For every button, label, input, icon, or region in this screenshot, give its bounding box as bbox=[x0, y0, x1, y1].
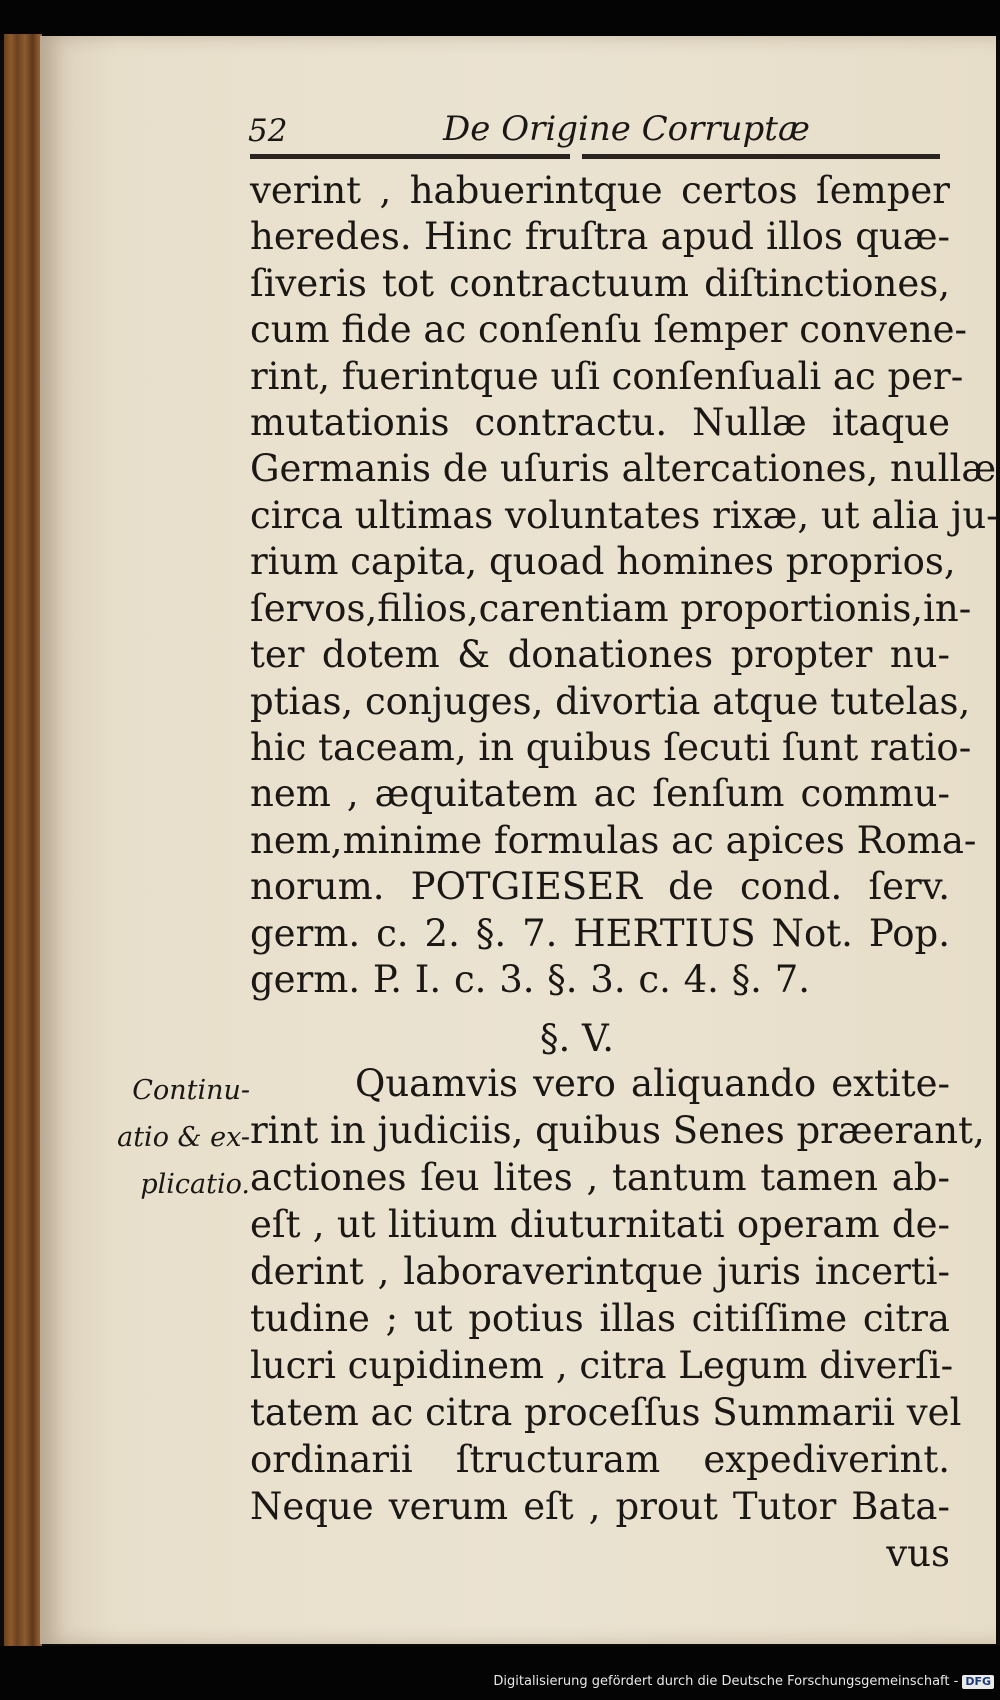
text-line: actiones ſeu lites , tantum tamen ab- bbox=[250, 1156, 950, 1199]
text-line: tatem ac citra proceſſus Summarii vel bbox=[250, 1391, 962, 1434]
header-rule-right bbox=[582, 154, 940, 159]
text-line: circa ultimas voluntates rixæ, ut alia ju- bbox=[250, 494, 999, 537]
book-page-edges bbox=[4, 34, 42, 1646]
text-line: Quamvis vero aliquando extite- bbox=[355, 1062, 950, 1105]
marginal-note-line: atio & ex- bbox=[117, 1122, 250, 1153]
text-line: cum fide ac conſenſu ſemper convene- bbox=[250, 308, 968, 351]
marginal-note-line: Continu- bbox=[132, 1075, 250, 1106]
text-line: ter dotem & donationes propter nu- bbox=[250, 633, 950, 676]
page-number: 52 bbox=[248, 113, 288, 149]
text-line: mutationis contractu. Nullæ itaque bbox=[250, 401, 950, 444]
text-line: germ. c. 2. §. 7. HERTIUS Not. Pop. bbox=[250, 912, 950, 955]
text-line: rint in judiciis, quibus Senes præerant, bbox=[250, 1109, 985, 1152]
running-head: De Origine Corruptæ bbox=[443, 109, 810, 149]
text-line: lucri cupidinem , citra Legum diverſi- bbox=[250, 1344, 954, 1387]
text-line: rint, fuerintque uſi conſenſuali ac per- bbox=[250, 355, 964, 398]
header-rule-left bbox=[250, 154, 570, 159]
text-line: tudine ; ut potius illas citiſſime citra bbox=[250, 1297, 950, 1340]
marginal-note-line: plicatio. bbox=[140, 1169, 250, 1200]
credit-text: Digitalisierung gefördert durch die Deutsche Forschungsgemeinschaft - bbox=[493, 1674, 959, 1689]
bottom-bar bbox=[0, 1646, 1000, 1700]
digitization-credit bbox=[300, 1674, 994, 1689]
text-line: verint , habuerintque certos ſemper bbox=[250, 169, 950, 212]
text-line: nem , æquitatem ac ſenſum commu- bbox=[250, 772, 950, 815]
text-line: rium capita, quoad homines proprios, bbox=[250, 540, 956, 583]
text-line: nem,minime formulas ac apices Roma- bbox=[250, 819, 977, 862]
text-line: hic taceam, in quibus ſecuti ſunt ratio- bbox=[250, 726, 972, 769]
text-line: ſiveris tot contractuum diſtinctiones, bbox=[250, 262, 950, 305]
text-line: derint , laboraverintque juris incerti- bbox=[250, 1250, 950, 1293]
section-heading: §. V. bbox=[540, 1017, 615, 1060]
text-line: ptias, conjuges, divortia atque tutelas, bbox=[250, 680, 971, 723]
top-shadow bbox=[0, 0, 1000, 40]
text-line: Neque verum eſt , prout Tutor Bata- bbox=[250, 1485, 950, 1528]
text-line: Germanis de uſuris altercationes, nullæ bbox=[250, 447, 997, 490]
text-line: heredes. Hinc fruſtra apud illos quæ- bbox=[250, 215, 950, 258]
dfg-logo: DFG bbox=[962, 1675, 994, 1689]
text-line: ordinarii ſtructuram expediverint. bbox=[250, 1438, 950, 1481]
text-line: ſervos,filios,carentiam proportionis,in- bbox=[250, 587, 972, 630]
text-line: germ. P. I. c. 3. §. 3. c. 4. §. 7. bbox=[250, 958, 810, 1001]
catchword: vus bbox=[886, 1532, 950, 1575]
text-line: norum. POTGIESER de cond. ſerv. bbox=[250, 865, 950, 908]
text-line: eſt , ut litium diuturnitati operam de- bbox=[250, 1203, 950, 1246]
